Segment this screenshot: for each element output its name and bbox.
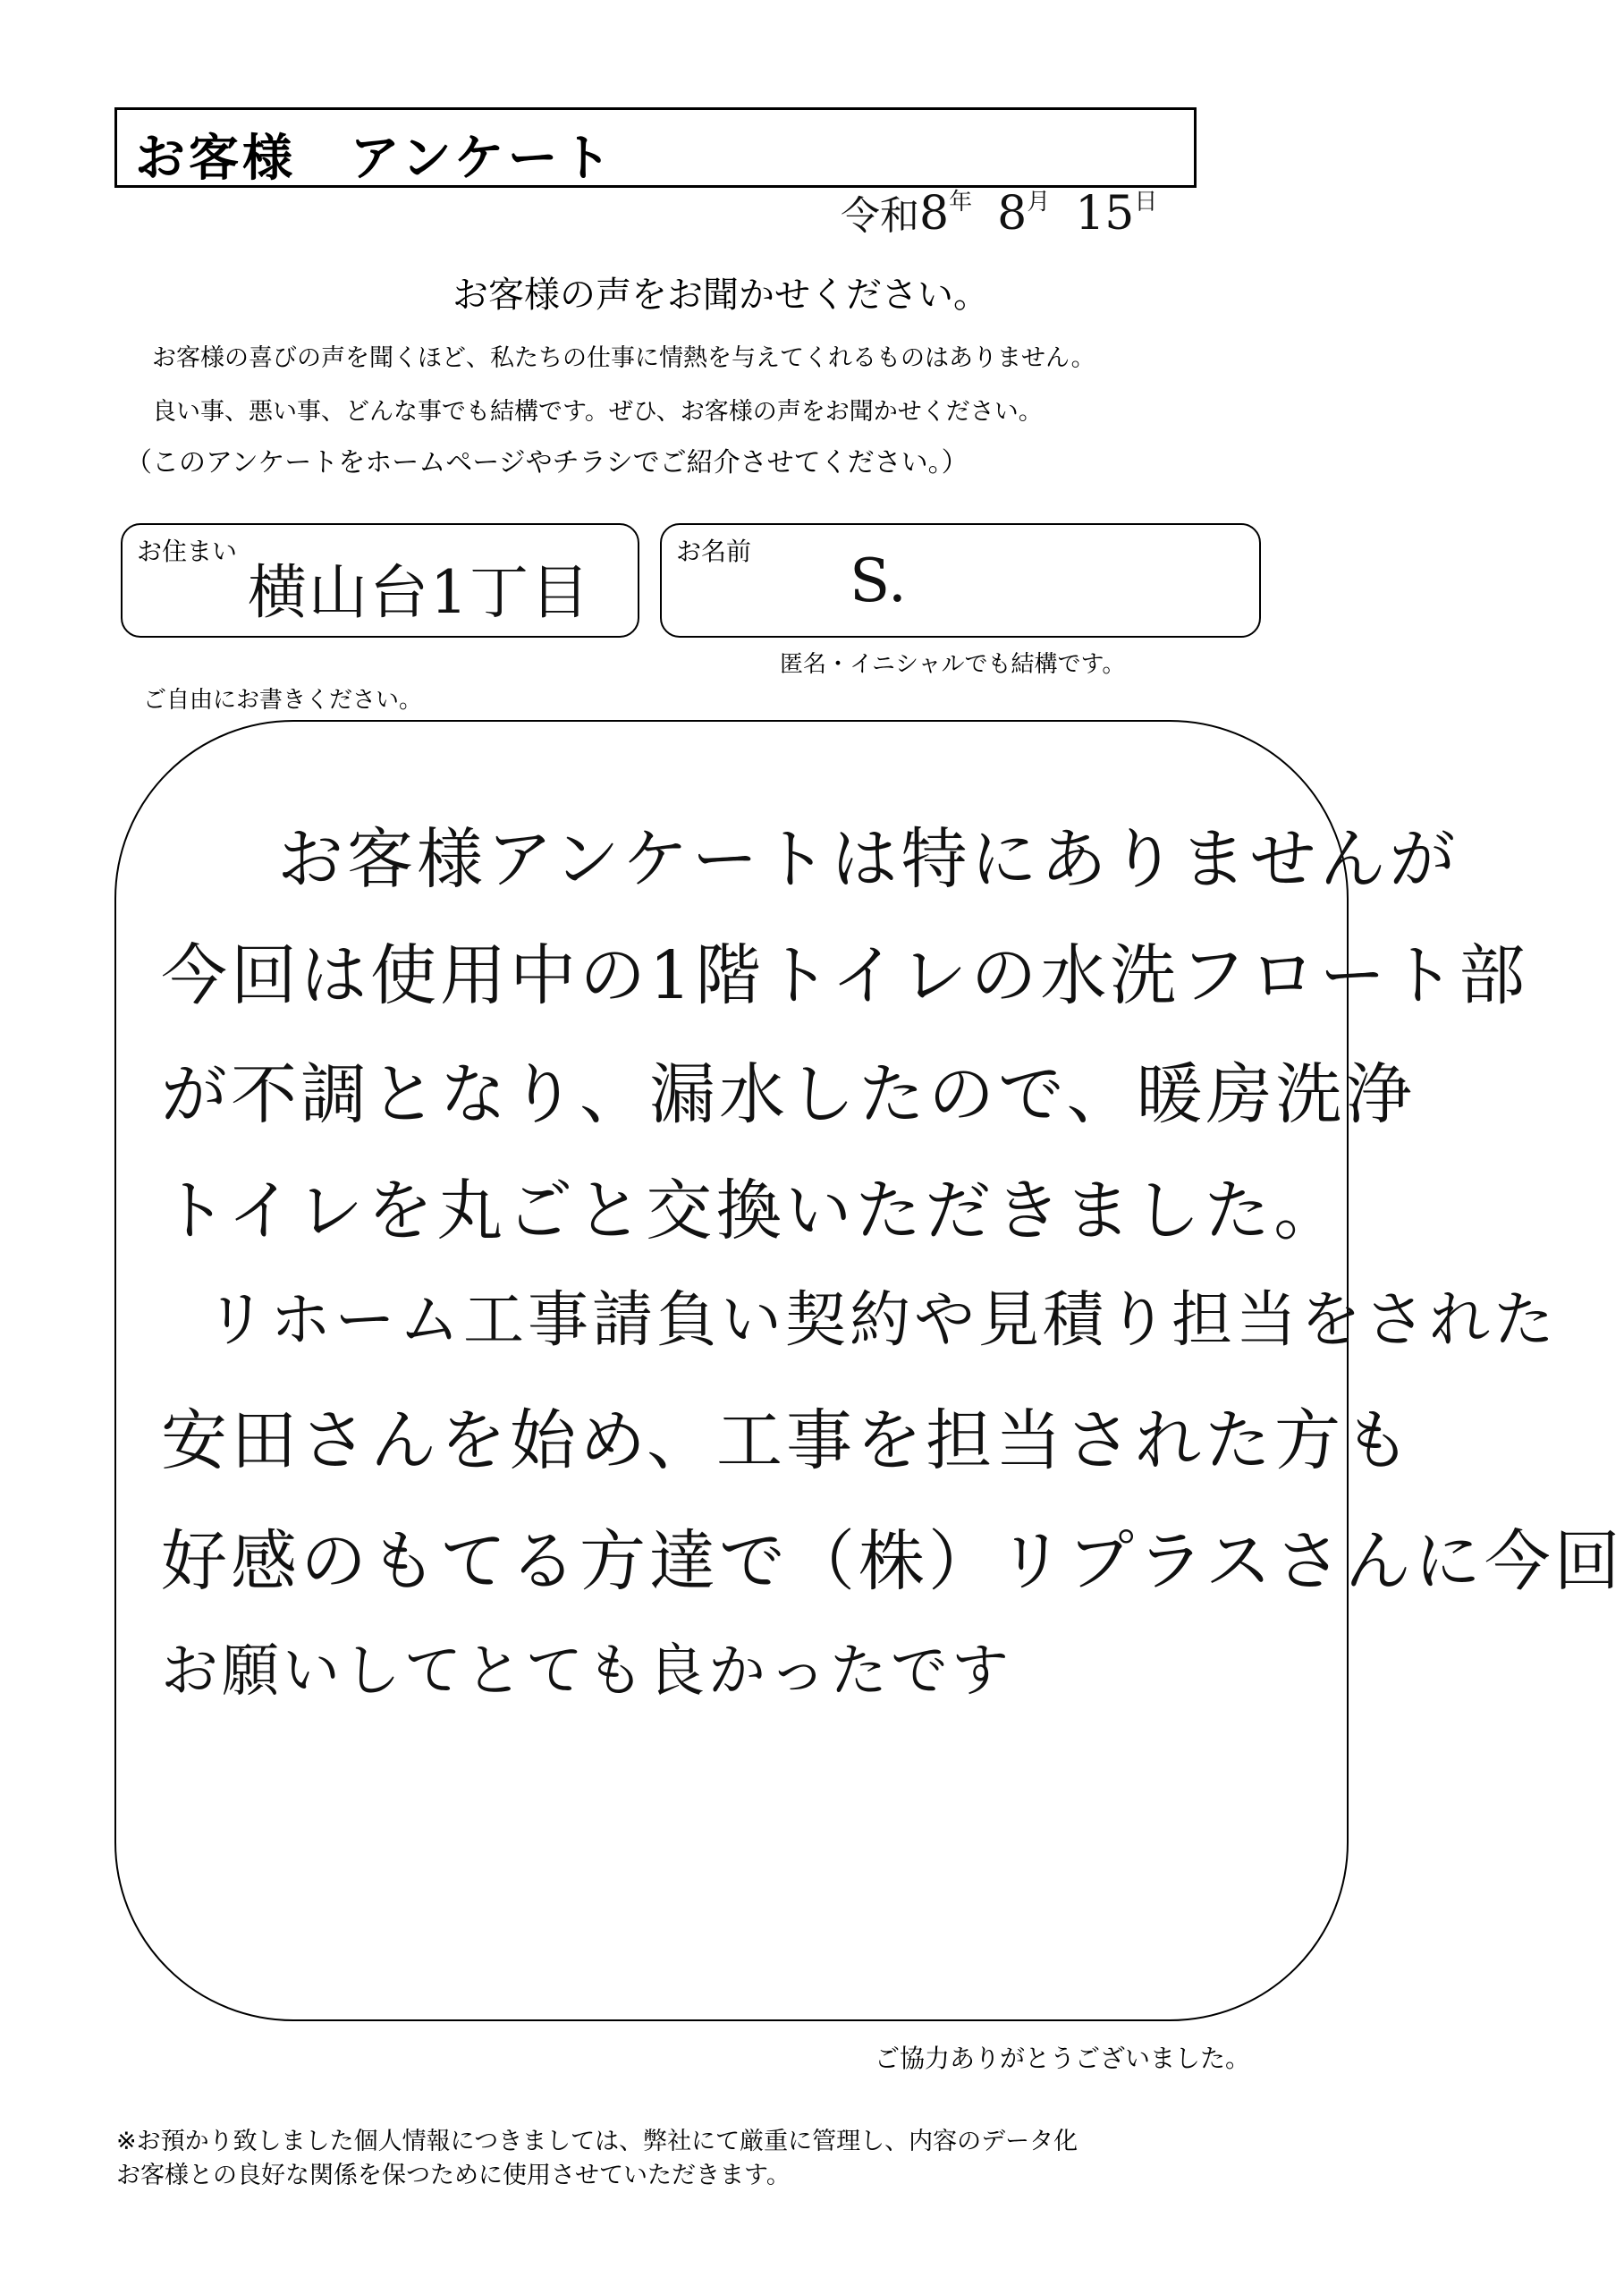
- date-day-unit: 日: [1134, 189, 1158, 216]
- name-value: S.: [850, 546, 907, 615]
- address-label: お住まい: [137, 537, 238, 566]
- date-month: 8: [997, 187, 1028, 241]
- comment-line: 今回は使用中の1階トイレの水洗フロート部: [161, 937, 1529, 1014]
- comment-line: お客様アンケートは特にありませんが: [277, 821, 1459, 898]
- name-label: お名前: [676, 537, 752, 566]
- intro-line: お客様の喜びの声を聞くほど、私たちの仕事に情熱を与えてくれるものはありません。: [152, 344, 1095, 372]
- date: [841, 183, 1157, 241]
- date-month-unit: 月: [1027, 189, 1051, 216]
- comment-line: お願いしてとても良かったです: [161, 1638, 1012, 1705]
- date-day: 15: [1075, 187, 1135, 241]
- form-title: お客様 アンケート: [135, 130, 615, 188]
- title-box: [114, 107, 1197, 188]
- date-year-unit: 年: [949, 189, 973, 216]
- comment-line: リホーム工事請負い契約や見積り担当をされた: [206, 1285, 1559, 1356]
- heading: お客様の声をお聞かせください。: [453, 275, 989, 316]
- comment-line: トイレを丸ごと交換いただきました。: [161, 1172, 1344, 1249]
- privacy-note: お客様との良好な関係を保つために使用させていただきます。: [116, 2162, 791, 2189]
- intro-line: 良い事、悪い事、どんな事でも結構です。ぜひ、お客様の声をお聞かせください。: [152, 398, 1043, 426]
- comment-box: [114, 720, 1624, 2021]
- date-year: 8: [919, 187, 950, 241]
- comment-line: 好感のもてる方達で（株）リプラスさんに今回: [161, 1523, 1624, 1600]
- address-value: 横山台1丁目: [248, 558, 591, 627]
- date-era: 令和: [841, 193, 919, 239]
- address-field: [121, 523, 639, 638]
- comment-line: 安田さんを始め、工事を担当された方も: [161, 1402, 1415, 1479]
- name-field: [660, 523, 1261, 638]
- intro-line: （このアンケートをホームページやチラシでご紹介させてください。）: [125, 447, 968, 478]
- free-comment-label: ご自由にお書きください。: [143, 687, 423, 714]
- thanks-note: ご協力ありがとうございました。: [875, 2044, 1251, 2073]
- comment-line: が不調となり、漏水したので、暖房洗浄: [161, 1056, 1416, 1133]
- privacy-note: ※お預かり致しました個人情報につきましては、弊社にて厳重に管理し、内容のデータ化: [116, 2128, 1078, 2155]
- anonymous-note: 匿名・イニシャルでも結構です。: [780, 651, 1126, 678]
